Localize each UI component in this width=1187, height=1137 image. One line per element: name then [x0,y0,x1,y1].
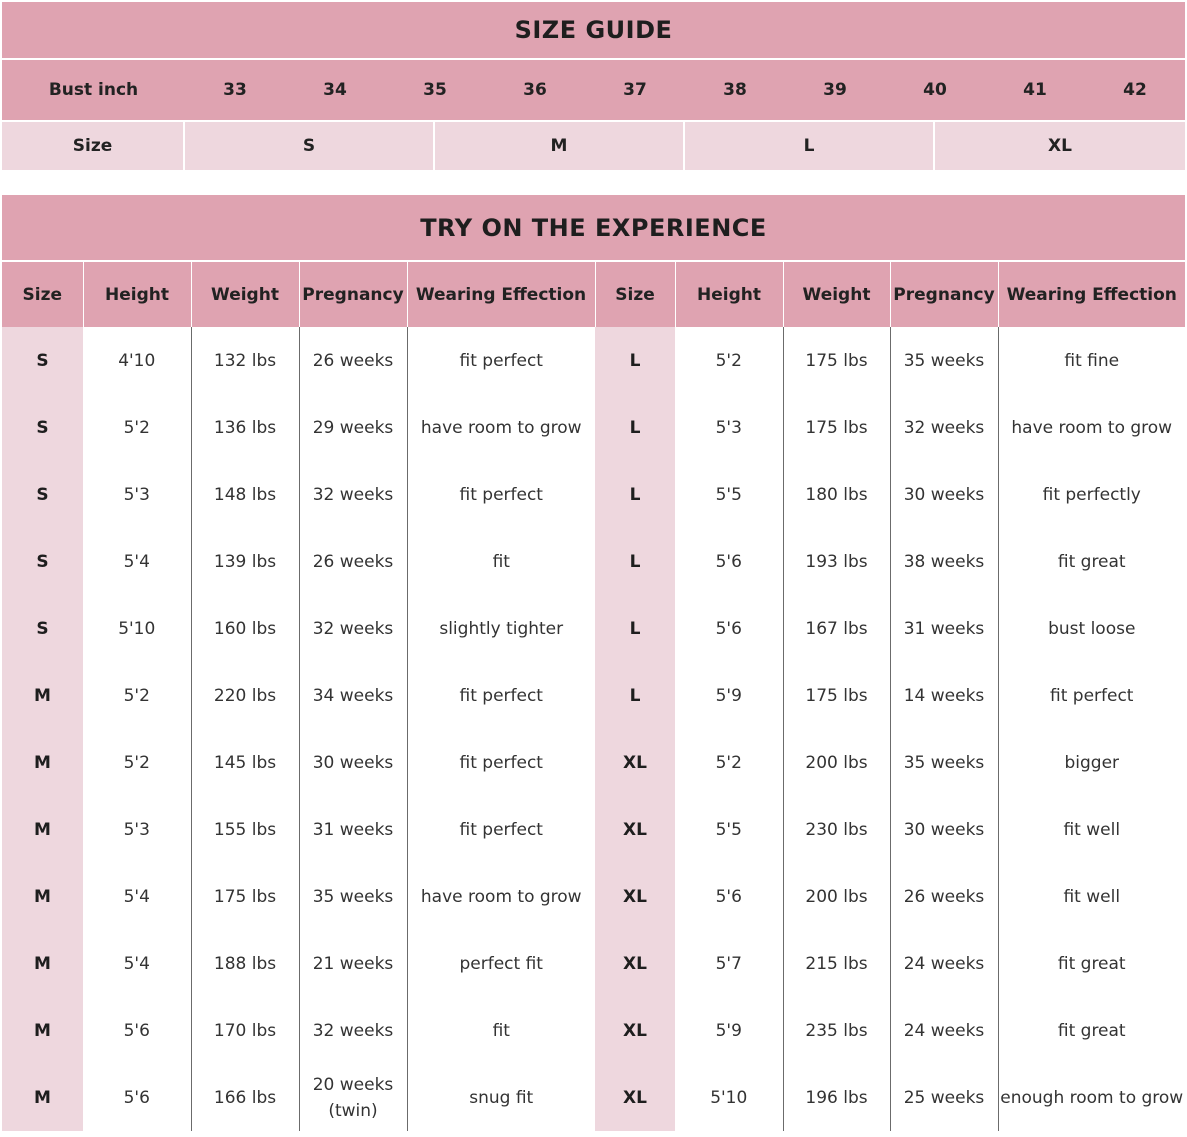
cell-right-size: XL [595,997,675,1064]
cell-left-size: M [2,930,83,997]
cell-left-weight: 166 lbs [191,1064,299,1131]
cell-right-size: XL [595,930,675,997]
header-weight: Weight [191,262,299,327]
cell-left-height: 5'6 [123,1087,150,1108]
cell-left-pregnancy: 20 weeks (twin) [299,1064,407,1131]
cell-left-pregnancy: 32 weeks [299,461,407,528]
header-row [2,262,1185,327]
cell-left-height: 5'4 [123,551,150,572]
table-row [2,595,1185,662]
cell-left-wearing-effection: fit [407,997,595,1064]
cell-right-weight: 193 lbs [783,528,890,595]
cell-right-wearing-effection: fit well [998,796,1185,863]
cell-right-weight: 167 lbs [783,595,890,662]
cell-right-pregnancy: 31 weeks [890,595,998,662]
cell-right-height: 5'2 [715,350,742,371]
size-group-l: L [685,122,933,170]
cell-right-height: 5'6 [715,551,742,572]
cell-left-height: 5'2 [123,752,150,773]
cell-right-pregnancy: 35 weeks [890,729,998,796]
cell-left-wearing-effection: have room to grow [407,394,595,461]
table-row [2,662,1185,729]
cell-right-size: XL [595,1064,675,1131]
bust-value: 41 [1023,80,1047,100]
size-row [2,122,1185,170]
cell-right-pregnancy: 24 weeks [890,930,998,997]
cell-right-size: L [595,595,675,662]
cell-left-size: M [2,729,83,796]
cell-right-pregnancy: 24 weeks [890,997,998,1064]
cell-left-size: S [2,394,83,461]
cell-right-wearing-effection: fit perfectly [998,461,1185,528]
size-guide-table [2,2,1185,170]
cell-left-height: 5'6 [123,1020,150,1041]
cell-right-pregnancy: 26 weeks [890,863,998,930]
cell-left-weight: 148 lbs [191,461,299,528]
cell-right-pregnancy: 25 weeks [890,1064,998,1131]
cell-right-wearing-effection: bust loose [998,595,1185,662]
header-weight: Weight [783,262,890,327]
cell-right-size: L [595,461,675,528]
cell-right-weight: 196 lbs [783,1064,890,1131]
cell-left-wearing-effection: fit perfect [407,662,595,729]
table-row [2,729,1185,796]
cell-right-pregnancy: 14 weeks [890,662,998,729]
cell-right-wearing-effection: fit great [998,997,1185,1064]
cell-right-pregnancy: 32 weeks [890,394,998,461]
cell-left-pregnancy: 30 weeks [299,729,407,796]
cell-left-pregnancy: 29 weeks [299,394,407,461]
cell-right-height: 5'7 [715,953,742,974]
table-row [2,997,1185,1064]
experience-table [2,262,1185,1131]
cell-right-size: L [595,528,675,595]
table-row [2,461,1185,528]
cell-right-size: L [595,327,675,394]
cell-right-weight: 230 lbs [783,796,890,863]
table-row [2,796,1185,863]
cell-left-weight: 145 lbs [191,729,299,796]
cell-right-wearing-effection: fit great [998,528,1185,595]
cell-left-wearing-effection: slightly tighter [407,595,595,662]
cell-left-weight: 160 lbs [191,595,299,662]
cell-right-pregnancy: 30 weeks [890,461,998,528]
size-label: Size [2,122,183,170]
bust-value: 37 [623,80,647,100]
cell-left-height: 4'10 [118,350,156,371]
table-row [2,394,1185,461]
cell-left-wearing-effection: fit perfect [407,796,595,863]
cell-left-height: 5'2 [123,685,150,706]
cell-right-size: XL [595,796,675,863]
cell-right-wearing-effection: bigger [998,729,1185,796]
header-height: Height [675,262,783,327]
cell-left-weight: 136 lbs [191,394,299,461]
cell-left-height: 5'4 [123,953,150,974]
cell-right-height: 5'9 [715,685,742,706]
cell-left-wearing-effection: fit perfect [407,729,595,796]
cell-left-pregnancy: 31 weeks [299,796,407,863]
bust-value: 34 [323,80,347,100]
cell-right-size: XL [595,863,675,930]
cell-left-height: 5'3 [123,484,150,505]
bust-value: 40 [923,80,947,100]
cell-left-wearing-effection: fit [407,528,595,595]
cell-left-wearing-effection: perfect fit [407,930,595,997]
cell-left-wearing-effection: have room to grow [407,863,595,930]
cell-left-size: M [2,796,83,863]
bust-value: 33 [223,80,247,100]
cell-left-pregnancy: 21 weeks [299,930,407,997]
cell-right-weight: 200 lbs [783,729,890,796]
cell-right-height: 5'5 [715,819,742,840]
cell-left-weight: 132 lbs [191,327,299,394]
cell-right-wearing-effection: have room to grow [998,394,1185,461]
cell-right-wearing-effection: enough room to grow [998,1064,1185,1131]
header-height: Height [83,262,191,327]
cell-right-wearing-effection: fit well [998,863,1185,930]
cell-right-size: L [595,662,675,729]
cell-right-height: 5'10 [710,1087,748,1108]
bust-inch-label: Bust inch [48,80,139,100]
header-size: Size [2,262,83,327]
cell-right-height: 5'6 [715,618,742,639]
table-row [2,863,1185,930]
cell-right-size: L [595,394,675,461]
cell-left-weight: 139 lbs [191,528,299,595]
try-on-title: TRY ON THE EXPERIENCE [2,195,1185,260]
cell-left-size: S [2,461,83,528]
cell-left-weight: 155 lbs [191,796,299,863]
cell-left-height: 5'4 [123,886,150,907]
cell-right-height: 5'9 [715,1020,742,1041]
header-size: Size [595,262,675,327]
cell-right-height: 5'5 [715,484,742,505]
table-row [2,1064,1185,1131]
cell-right-height: 5'3 [715,417,742,438]
cell-left-pregnancy: 35 weeks [299,863,407,930]
bust-inch-row [2,60,1185,120]
cell-right-wearing-effection: fit great [998,930,1185,997]
bust-value: 38 [723,80,747,100]
cell-left-weight: 220 lbs [191,662,299,729]
size-group-s: S [185,122,433,170]
bust-value: 36 [523,80,547,100]
cell-right-weight: 175 lbs [783,327,890,394]
cell-left-height: 5'10 [118,618,156,639]
cell-right-weight: 215 lbs [783,930,890,997]
cell-left-pregnancy: 26 weeks [299,327,407,394]
cell-right-pregnancy: 35 weeks [890,327,998,394]
cell-right-weight: 180 lbs [783,461,890,528]
cell-right-pregnancy: 30 weeks [890,796,998,863]
header-wearing-effection: Wearing Effection [407,262,595,327]
cell-left-wearing-effection: snug fit [407,1064,595,1131]
size-group-xl: XL [935,122,1185,170]
cell-left-height: 5'2 [123,417,150,438]
cell-right-size: XL [595,729,675,796]
cell-right-wearing-effection: fit fine [998,327,1185,394]
header-pregnancy: Pregnancy [890,262,998,327]
cell-right-wearing-effection: fit perfect [998,662,1185,729]
bust-value: 42 [1123,80,1147,100]
cell-left-pregnancy: 34 weeks [299,662,407,729]
cell-right-weight: 175 lbs [783,662,890,729]
try-on-table [2,195,1185,1131]
cell-right-height: 5'6 [715,886,742,907]
cell-right-pregnancy: 38 weeks [890,528,998,595]
table-row [2,327,1185,394]
cell-left-weight: 188 lbs [191,930,299,997]
cell-left-pregnancy: 32 weeks [299,595,407,662]
cell-left-weight: 170 lbs [191,997,299,1064]
header-pregnancy: Pregnancy [299,262,407,327]
header-wearing-effection: Wearing Effection [998,262,1185,327]
cell-right-weight: 235 lbs [783,997,890,1064]
cell-right-weight: 200 lbs [783,863,890,930]
cell-left-size: M [2,997,83,1064]
bust-value: 39 [823,80,847,100]
cell-right-weight: 175 lbs [783,394,890,461]
cell-left-size: M [2,1064,83,1131]
cell-left-pregnancy: 26 weeks [299,528,407,595]
cell-left-size: M [2,863,83,930]
cell-left-pregnancy: 32 weeks [299,997,407,1064]
cell-left-weight: 175 lbs [191,863,299,930]
cell-left-height: 5'3 [123,819,150,840]
size-guide-title: SIZE GUIDE [2,2,1185,58]
cell-left-size: M [2,662,83,729]
bust-value: 35 [423,80,447,100]
cell-left-wearing-effection: fit perfect [407,461,595,528]
size-group-m: M [435,122,683,170]
table-row [2,930,1185,997]
cell-right-height: 5'2 [715,752,742,773]
cell-left-wearing-effection: fit perfect [407,327,595,394]
table-row [2,528,1185,595]
cell-left-size: S [2,327,83,394]
cell-left-size: S [2,528,83,595]
cell-left-size: S [2,595,83,662]
